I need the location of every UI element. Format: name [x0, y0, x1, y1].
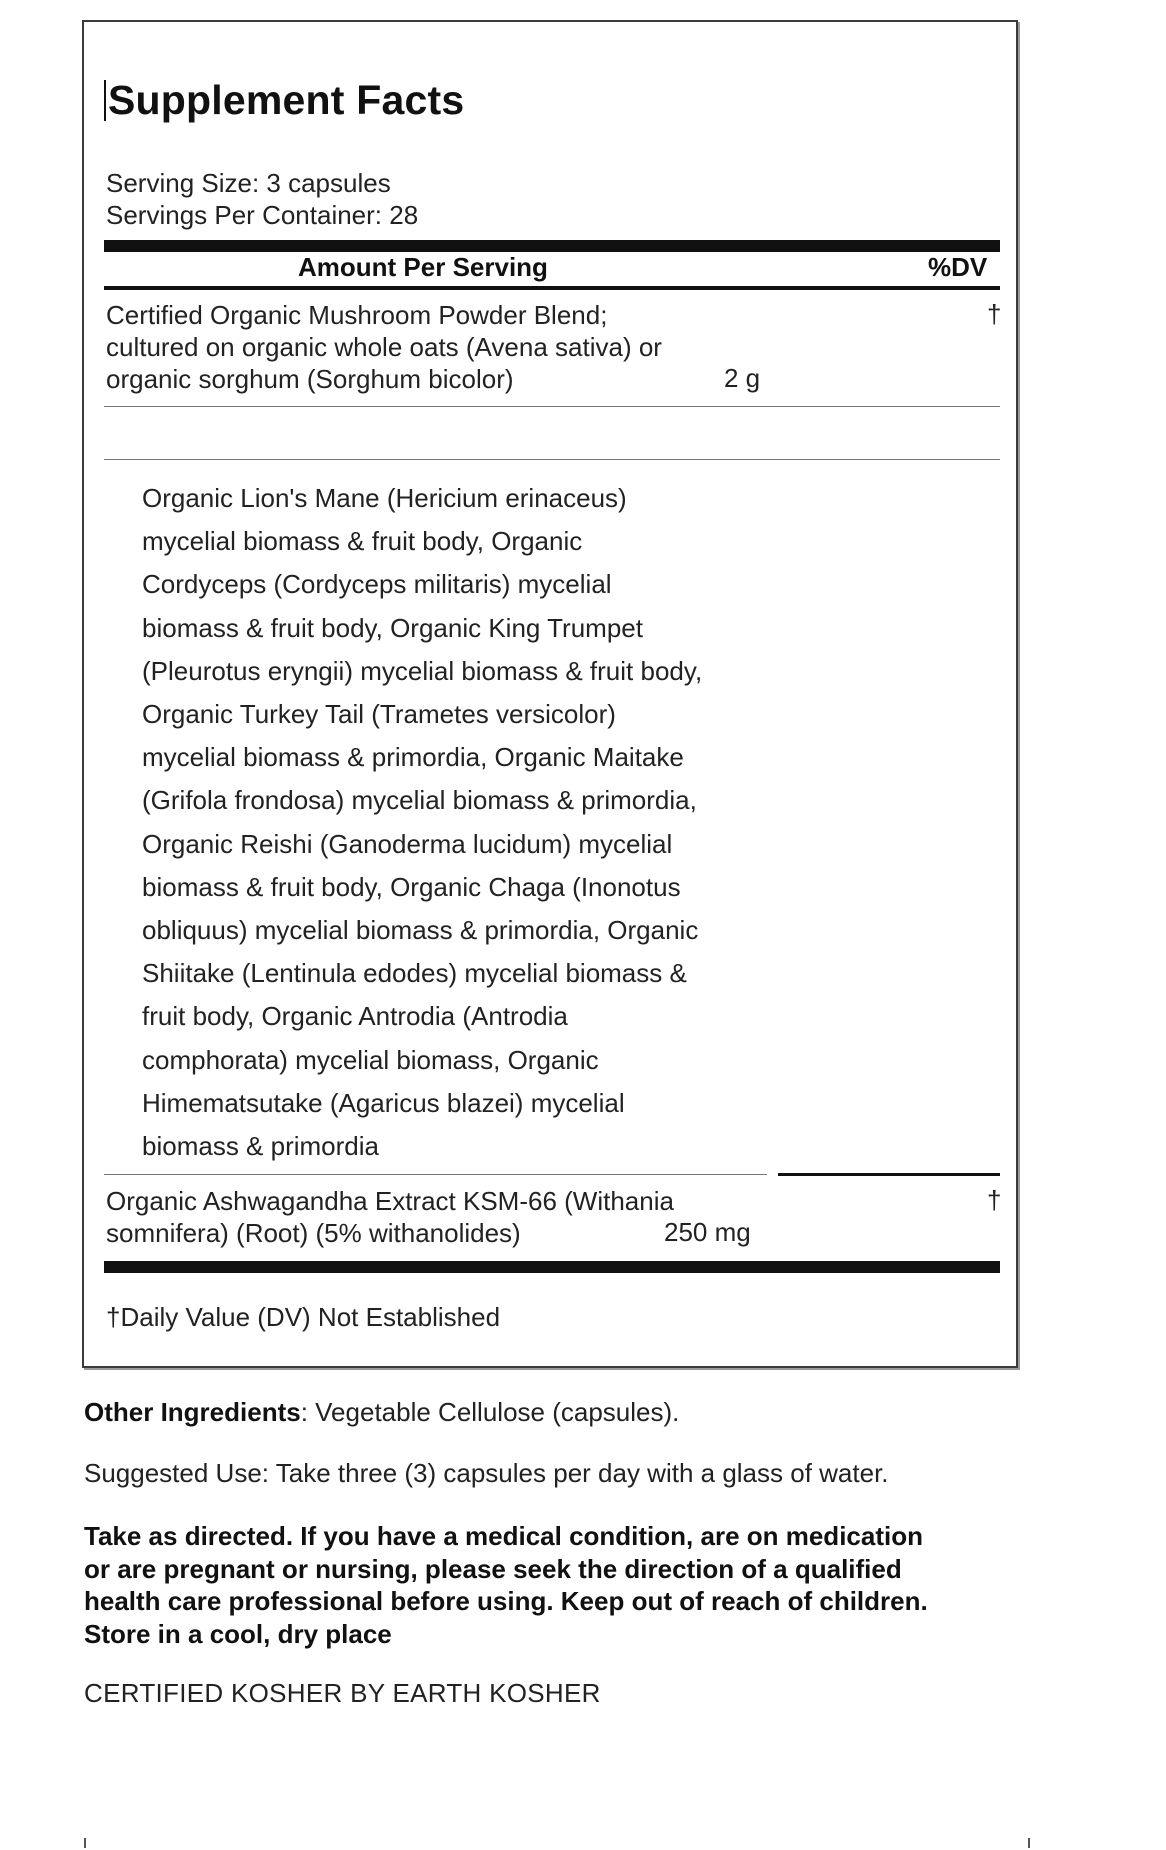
list-item: biomass & fruit body, Organic King Trumpet [142, 612, 643, 643]
crop-mark [1028, 1838, 1030, 1848]
list-item: biomass & fruit body, Organic Chaga (Inonotus [142, 871, 681, 902]
row-line: somnifera) (Root) (5% withanolides) [106, 1218, 521, 1248]
mushroom-blend-dv: † [987, 299, 1002, 329]
row-divider [104, 406, 1000, 407]
supplement-facts-panel [82, 20, 1018, 1368]
list-item: (Grifola frondosa) mycelial biomass & primordia, [142, 785, 697, 816]
panel-title: Supplement Facts [104, 80, 464, 121]
list-item: biomass & primordia [142, 1131, 379, 1162]
list-item: Himematsutake (Agaricus blazei) mycelial [142, 1087, 625, 1118]
row-line: cultured on organic whole oats (Avena sativa) or [106, 332, 662, 362]
warning-text [84, 1520, 1044, 1650]
warning-line: Take as directed. If you have a medical condition, are on medication [84, 1521, 923, 1551]
list-item: mycelial biomass & fruit body, Organic [142, 526, 583, 557]
ashwagandha-amount: 250 mg [664, 1217, 751, 1247]
list-item: (Pleurotus eryngii) mycelial biomass & fruit body, [142, 655, 703, 686]
list-item: Organic Reishi (Ganoderma lucidum) mycelial [142, 828, 673, 859]
row-line: Certified Organic Mushroom Powder Blend; [106, 300, 608, 330]
row-divider [104, 1174, 767, 1175]
list-item: Organic Lion's Mane (Hericium erinaceus) [142, 483, 627, 513]
warning-line: health care professional before using. Keep out of reach of children. [84, 1586, 928, 1616]
list-item: comphorata) mycelial biomass, Organic [142, 1044, 599, 1075]
row-divider [104, 459, 1000, 460]
list-item: obliquus) mycelial biomass & primordia, Organic [142, 915, 699, 946]
list-item: Organic Turkey Tail (Trametes versicolor) [142, 699, 616, 730]
header-amount-per-serving: Amount Per Serving [298, 252, 548, 282]
list-item: fruit body, Organic Antrodia (Antrodia [142, 1001, 568, 1032]
suggested-use: Suggested Use: Take three (3) capsules per day with a glass of water. [84, 1458, 889, 1488]
mushroom-blend-name [106, 299, 662, 395]
header-divider [104, 286, 1000, 290]
other-ingredients-label: Other Ingredients [84, 1397, 301, 1427]
blend-ingredient-list [142, 477, 802, 1168]
warning-line: or are pregnant or nursing, please seek the direction of a qualified [84, 1553, 902, 1584]
row-line: organic sorghum (Sorghum bicolor) [106, 364, 514, 394]
servings-per-container: Servings Per Container: 28 [106, 200, 419, 230]
ashwagandha-name [106, 1185, 674, 1249]
serving-size: Serving Size: 3 capsules [106, 168, 391, 198]
dv-footnote: †Daily Value (DV) Not Established [106, 1302, 501, 1332]
list-item: Cordyceps (Cordyceps militaris) mycelial [142, 569, 612, 600]
warning-line: Store in a cool, dry place [84, 1618, 392, 1649]
thick-divider [104, 1261, 1000, 1273]
thick-divider [104, 240, 1000, 252]
serving-info [106, 167, 418, 231]
row-line: Organic Ashwagandha Extract KSM-66 (Withania [106, 1186, 674, 1216]
row-divider-heavy [778, 1173, 1000, 1176]
ashwagandha-dv: † [987, 1185, 1002, 1215]
list-item: mycelial biomass & primordia, Organic Maitake [142, 742, 684, 773]
kosher-certification: CERTIFIED KOSHER BY EARTH KOSHER [84, 1678, 601, 1708]
other-ingredients [84, 1397, 679, 1428]
list-item: Shiitake (Lentinula edodes) mycelial biomass & [142, 958, 687, 989]
header-daily-value: %DV [928, 252, 988, 282]
other-ingredients-text: : Vegetable Cellulose (capsules). [300, 1397, 680, 1427]
mushroom-blend-amount: 2 g [724, 363, 761, 393]
crop-mark [84, 1838, 86, 1848]
